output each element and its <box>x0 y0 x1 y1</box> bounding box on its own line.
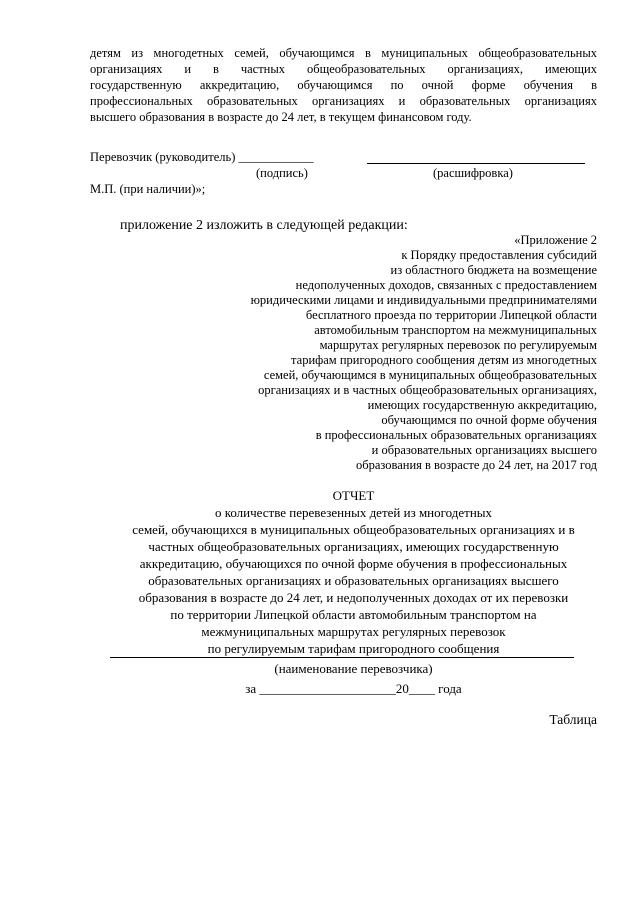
appendix-line-6: бесплатного проезда по территории Липецкой области <box>305 308 597 322</box>
appendix-line-10: семей, обучающимся в муниципальных общеобразовательных <box>263 368 597 382</box>
carrier-name-caption: (наименование перевозчика) <box>274 661 433 676</box>
carrier-name-underline <box>110 657 574 658</box>
intro-line-4: профессиональных образовательных организациях и образовательных организациях <box>90 94 597 108</box>
intro-line-5: высшего образования в возрасте до 24 лет, в текущем финансовом году. <box>90 110 472 124</box>
appendix-line-1: «Приложение 2 <box>514 233 597 247</box>
appendix-line-5: юридическими лицами и индивидуальными предпринимателями <box>250 293 597 307</box>
appendix-line-8: маршрутах регулярных перевозок по регулируемым <box>319 338 597 352</box>
intro-line-3: государственную аккредитацию, обучающимся по очной форме обучения в <box>90 78 597 92</box>
report-period-line: за _____________________20____ года <box>245 681 462 696</box>
report-line-8: межмуниципальных маршрутах регулярных перевозок <box>201 624 506 639</box>
report-line-2: семей, обучающихся в муниципальных общеобразовательных организациях и в <box>132 522 575 537</box>
appendix-line-11: организациях и в частных общеобразовательных организациях, <box>258 383 597 397</box>
appendix-line-12: имеющих государственную аккредитацию, <box>367 398 597 412</box>
appendix-line-16: образования в возрасте до 24 лет, на 2017 год <box>355 458 597 472</box>
appendix-line-15: и образовательных организациях высшего <box>371 443 597 457</box>
amendment-heading: приложение 2 изложить в следующей редакции: <box>120 218 408 233</box>
appendix-line-14: в профессиональных образовательных организациях <box>315 428 597 442</box>
transcript-underline <box>367 163 585 164</box>
report-line-5: образовательных организациях и образовательных организациях высшего <box>148 573 559 588</box>
report-line-9: по регулируемым тарифам пригородного сообщения <box>207 641 500 656</box>
report-line-3: частных общеобразовательных организациях, имеющих государственную <box>148 539 559 554</box>
report-line-6: образования в возрасте до 24 лет, и недополученных доходах от их перевозки <box>138 590 569 605</box>
carrier-signature-label: Перевозчик (руководитель) ____________ <box>90 150 314 164</box>
stamp-label: М.П. (при наличии)»; <box>90 182 206 196</box>
report-line-7: по территории Липецкой области автомобильным транспортом на <box>170 607 537 622</box>
report-line-4: аккредитацию, обучающихся по очной форме обучения в профессиональных <box>139 556 568 571</box>
appendix-line-13: обучающимся по очной форме обучения <box>381 413 597 427</box>
transcript-caption: (расшифровка) <box>433 166 513 180</box>
appendix-line-4: недополученных доходов, связанных с предоставлением <box>295 278 597 292</box>
intro-line-2: организациях и в частных общеобразовательных организациях, имеющих <box>90 62 597 76</box>
appendix-line-9: тарифам пригородного сообщения детям из многодетных <box>291 353 597 367</box>
table-label: Таблица <box>549 712 597 727</box>
appendix-line-3: из областного бюджета на возмещение <box>390 263 597 277</box>
appendix-line-2: к Порядку предоставления субсидий <box>401 248 597 262</box>
intro-line-1: детям из многодетных семей, обучающимся в муниципальных общеобразовательных <box>90 46 597 60</box>
signature-caption: (подпись) <box>256 166 308 180</box>
report-title: ОТЧЕТ <box>332 488 375 503</box>
appendix-line-7: автомобильным транспортом на межмуниципальных <box>314 323 597 337</box>
report-line-1: о количестве перевезенных детей из многодетных <box>214 505 493 520</box>
